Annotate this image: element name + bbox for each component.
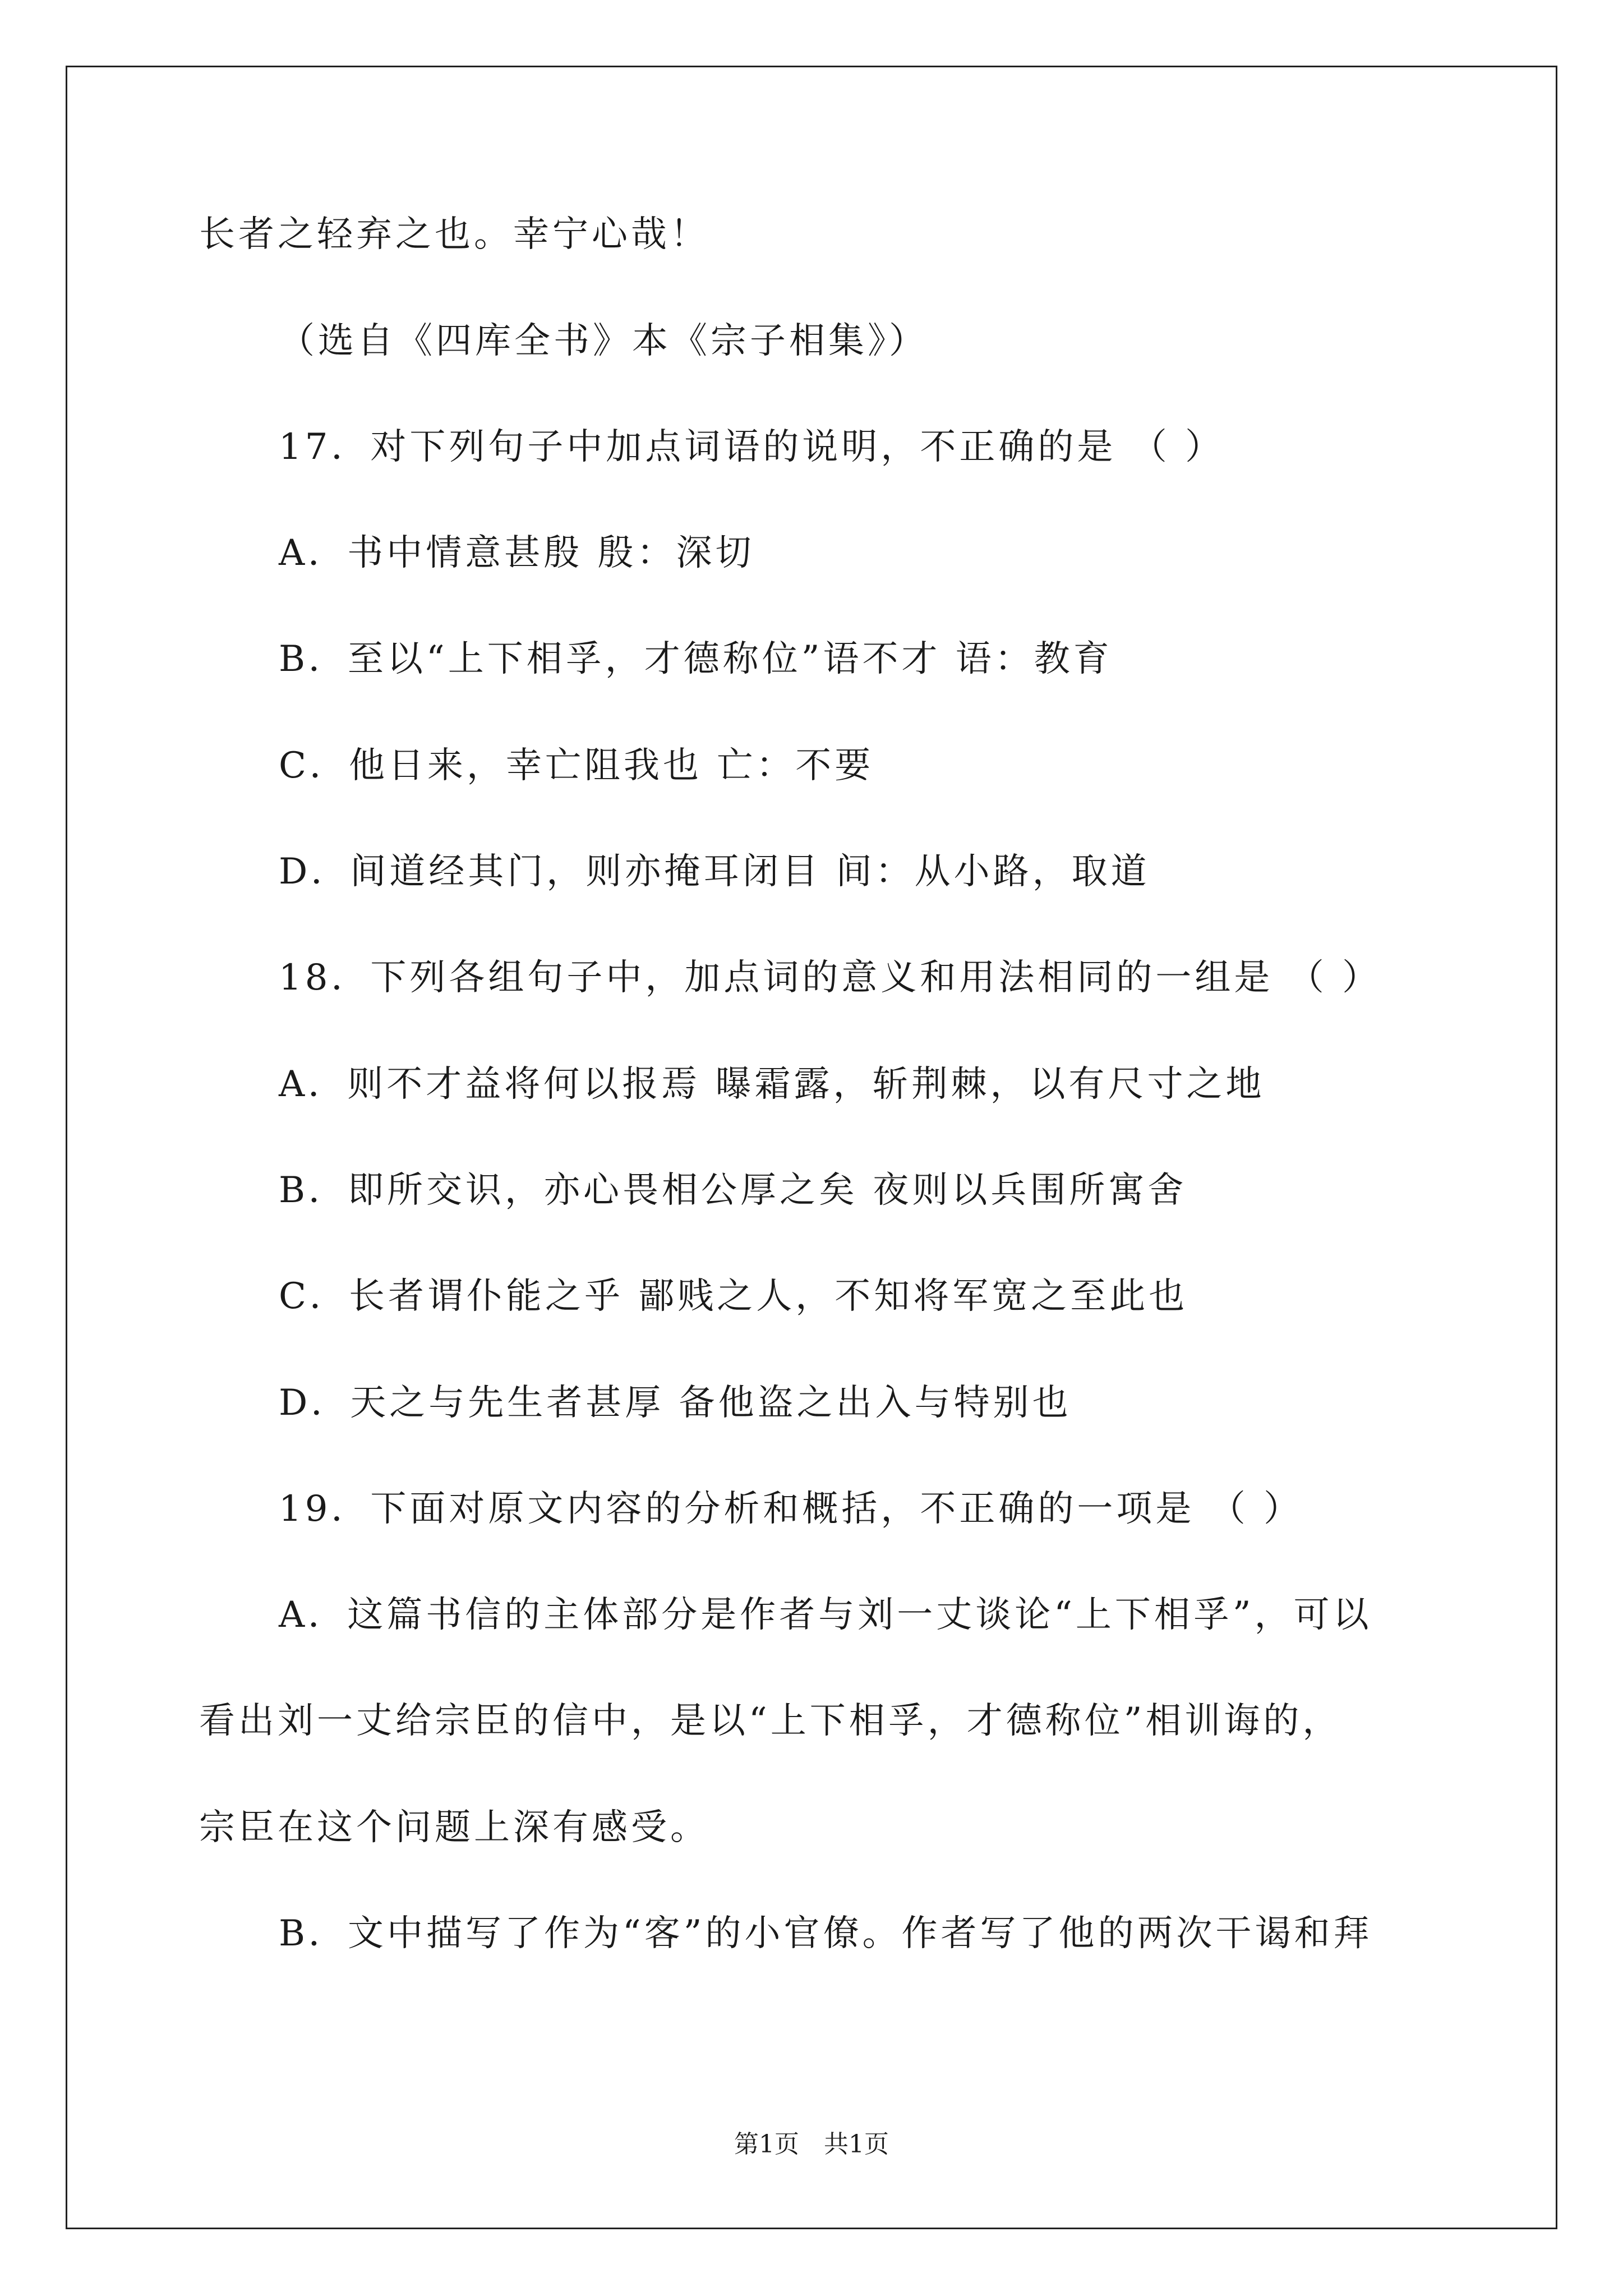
question-17-stem: 17．对下列句子中加点词语的说明，不正确的是 （ ） [279, 426, 1225, 468]
text-line-source: （选自《四库全书》本《宗子相集》） [279, 320, 928, 362]
question-19-option-a-line-2: 看出刘一丈给宗臣的信中，是以“上下相孚，才德称位”相训诲的， [199, 1700, 1342, 1742]
question-19-stem: 19．下面对原文内容的分析和概括，不正确的一项是 （ ） [279, 1488, 1303, 1530]
question-18-option-c: C．长者谓仆能之乎 鄙贱之人，不知将军宽之至此也 [279, 1276, 1188, 1317]
question-17-option-b: B．至以“上下相孚，才德称位”语不才 语：教育 [279, 638, 1113, 680]
page-border [66, 66, 1557, 2229]
question-18-option-d: D．天之与先生者甚厚 备他盗之出入与特别也 [279, 1382, 1072, 1424]
question-17-option-c: C．他日来，幸亡阻我也 亡：不要 [279, 745, 874, 786]
question-17-option-a: A．书中情意甚殷 殷：深切 [279, 532, 755, 574]
question-18-stem: 18．下列各组句子中，加点词的意义和用法相同的一组是 （ ） [279, 957, 1382, 999]
text-line-1: 长者之轻弃之也。幸宁心哉！ [199, 214, 709, 255]
question-19-option-a-line-3: 宗臣在这个问题上深有感受。 [199, 1807, 709, 1848]
page-footer: 第1页 共1页 [734, 2130, 889, 2159]
question-17-option-d: D．间道经其门，则亦掩耳闭目 间：从小路，取道 [279, 851, 1150, 892]
question-19-option-b-line-1: B．文中描写了作为“客”的小官僚。作者写了他的两次干谒和拜 [279, 1913, 1373, 1954]
question-18-option-b: B．即所交识，亦心畏相公厚之矣 夜则以兵围所寓舍 [279, 1170, 1187, 1211]
question-19-option-a-line-1: A．这篇书信的主体部分是作者与刘一丈谈论“上下相孚”，可以 [279, 1594, 1372, 1636]
question-18-option-a: A．则不才益将何以报焉 曝霜露，斩荆棘，以有尺寸之地 [279, 1064, 1265, 1105]
